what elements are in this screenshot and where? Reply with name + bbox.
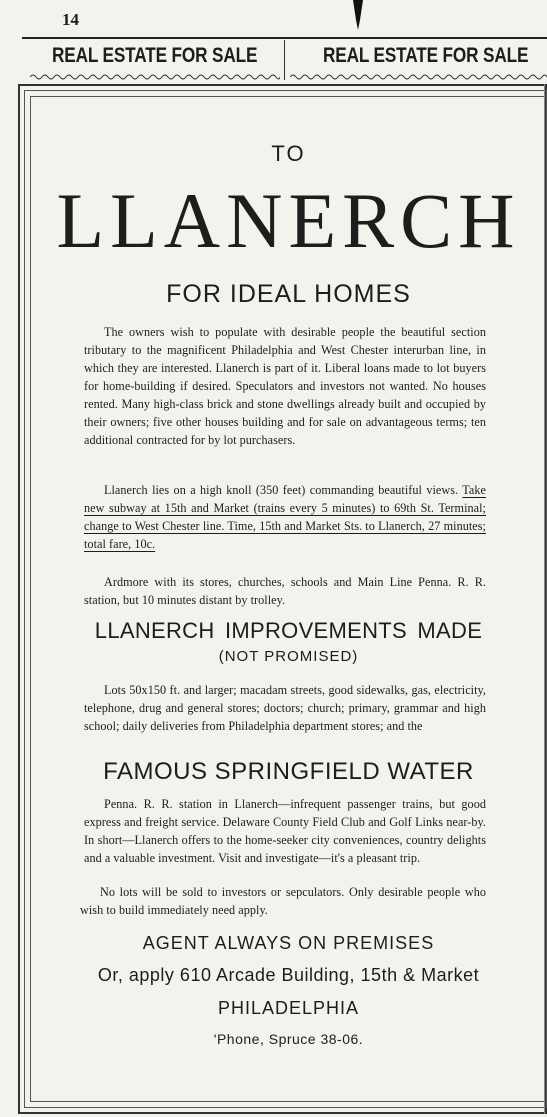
advertisement [30,0,547,1117]
paragraph-improvements: Lots 50x150 ft. and larger; macadam streets, good sidewalks, gas, electricity, telephone, drug and general stores; doctors; church; primary, grammar and high school; daily deliveries from Philadelphia department stores; and the [84,683,486,733]
ad-tagline: FOR IDEAL HOMES [166,280,411,308]
paragraph-no-speculators: No lots will be sold to investors or sepculators. Only desirable people who wish to build immediately need apply. [80,885,486,917]
phone-line: 'Phone, Spruce 38-06. [213,1031,364,1047]
springfield-water-heading: FAMOUS SPRINGFIELD WATER [103,758,474,785]
city-line: PHILADELPHIA [217,998,360,1018]
not-promised-subheading: (NOT PROMISED) [218,648,359,665]
apply-address-line: Or, apply 610 Arcade Building, 15th & Market [97,965,480,985]
paragraph-railroad: Penna. R. R. station in Llanerch—infrequent passenger trains, but good express and freight service. Delaware County Field Club and Golf Links near-by. In short—Llanerch offers to the home-seeker city conveniences, country delights and a valuable investment. Visit and investigate—it's a pleasant trip. [84,797,486,865]
paragraph-ardmore: Ardmore with its stores, churches, schools and Main Line Penna. R. R. station, but 10 minutes distant by trolley. [84,575,486,607]
section-header-left: REAL ESTATE FOR SALE [52,44,258,67]
improvements-heading: LLANERCH IMPROVEMENTS MADE [94,618,483,643]
ad-title: LLANERCH [56,177,521,264]
directions-underlined: Take new subway at 15th and Market (trains every 5 minutes) to 69th St. Terminal; change to West Chester line. Time, 15th and Market Sts. to Llanerch, 27 minutes; total fare, 10c. [84,483,486,551]
agent-line: AGENT ALWAYS ON PREMISES [142,933,435,953]
ad-to: TO [271,141,306,166]
section-header-right: REAL ESTATE FOR SALE [323,44,529,67]
location-text: Llanerch lies on a high knoll (350 feet) commanding beautiful views. [104,483,463,497]
paragraph-location [84,481,486,553]
paragraph-owners: The owners wish to populate with desirable people the beautiful section tributary to the magnificent Philadelphia and West Chester interurban line, in which they are interested. Llanerch is part of it. Liberal loans made to lot buyers for home-building if desired. Speculators and investors not wanted. No houses rented. Many high-class brick and stone dwellings already built and occupied by their owners; five other houses building and for sale on advantageous terms; ten additional contracted for by lot purchasers. [84,325,486,447]
page-number: 14 [62,10,79,29]
